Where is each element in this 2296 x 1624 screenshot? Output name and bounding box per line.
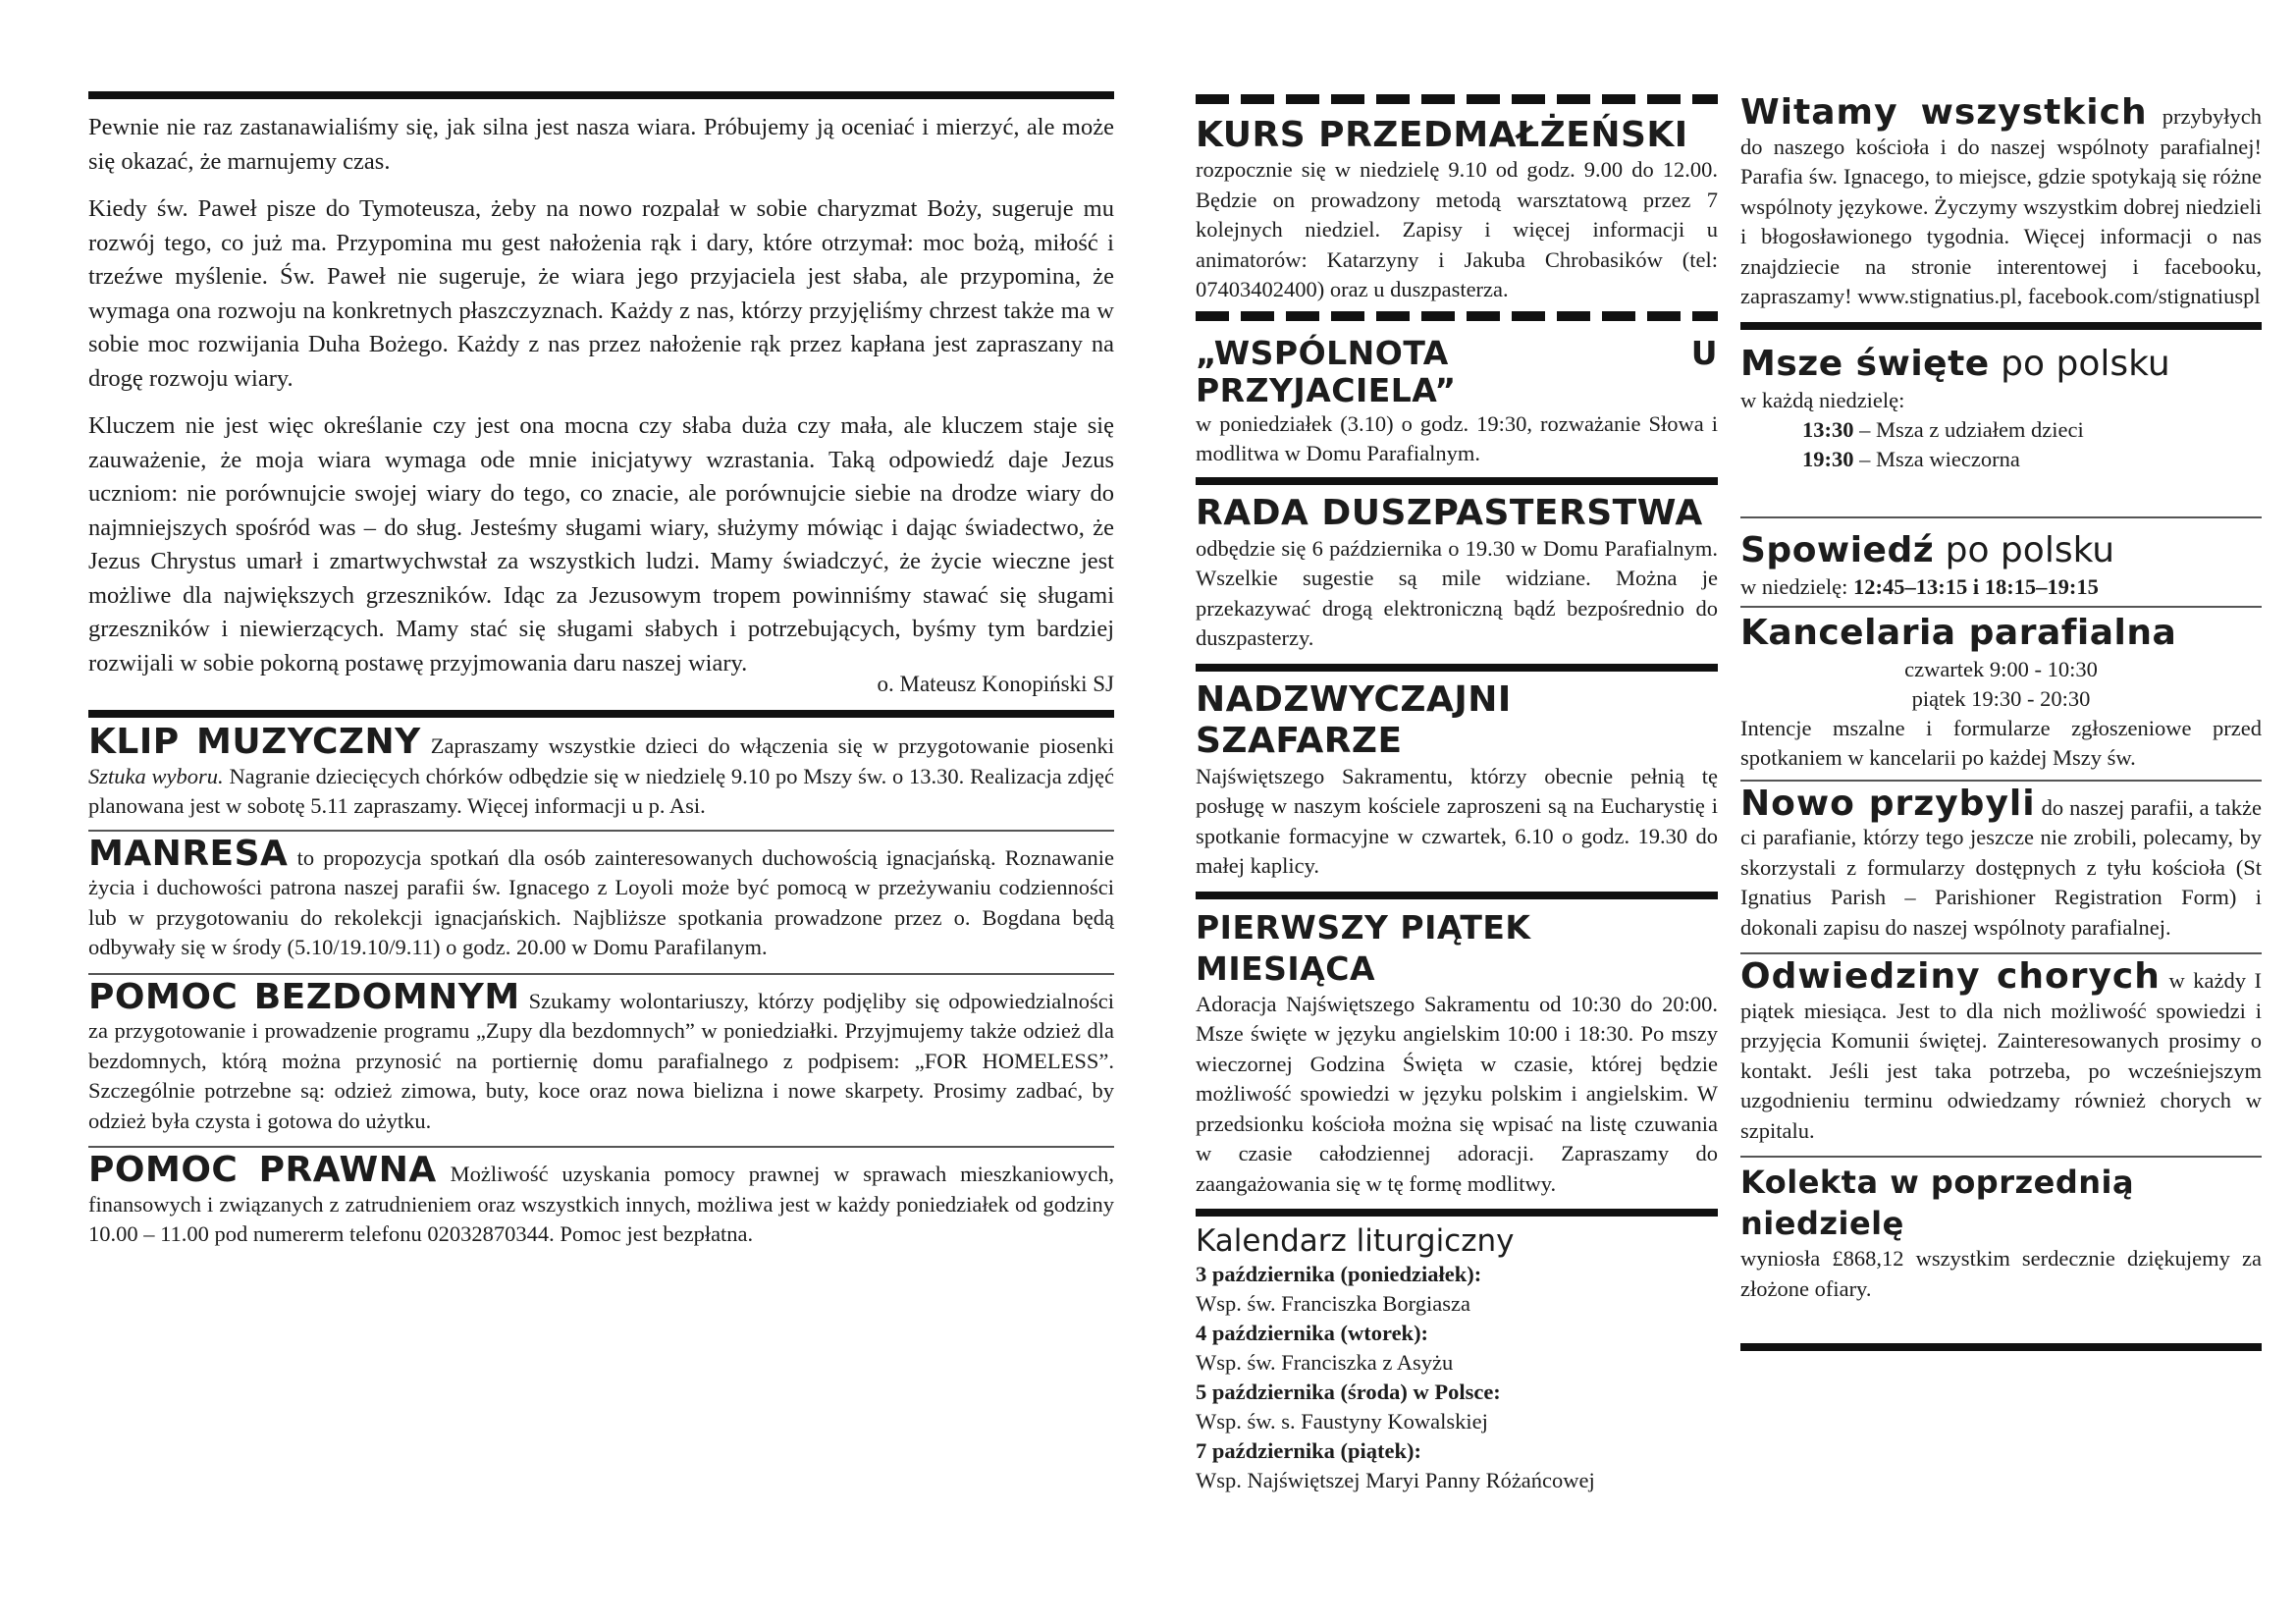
section-rule (88, 710, 1114, 718)
kalendarz-title: Kalendarz liturgiczny (1196, 1223, 1515, 1259)
pomoc-prawna-section (88, 1148, 1114, 1250)
kalendarz-date: 5 października (środa) w Polsce: (1196, 1380, 1501, 1404)
szafarze-text: Najświętszego Sakramentu, którzy obecnie pełnią tę posługę w naszym kościele zaproszeni są na Eucharystię i spotkanie formacyjne w czwartek, 6.10 o godz. 19.30 do małej kaplicy. (1196, 763, 1718, 878)
kalendarz-list (1196, 1260, 1718, 1495)
manresa-section (88, 832, 1114, 963)
kalendarz-date: 7 października (piątek): (1196, 1438, 1421, 1463)
msze-item (1740, 445, 2262, 474)
piatek-title: PIERWSZY PIĄTEK MIESIĄCA (1196, 907, 1531, 988)
kalendarz-saint: Wsp. św. s. Faustyny Kowalskiej (1196, 1409, 1488, 1434)
pomoc-prawna-title: POMOC PRAWNA (88, 1150, 437, 1190)
rada-text: odbędzie się 6 października o 19.30 w Domu Parafialnym. Wszelkie sugestie są mile widziane. Można je przekazywać drogą elektroniczną bądź bezpośrednio do duszpasterzy. (1196, 535, 1718, 650)
kancelaria-hours: czwartek 9:00 - 10:30 (1904, 656, 2098, 681)
szafarze-title: NADZWYCZAJNI SZAFARZE (1196, 678, 1512, 761)
kalendarz-section (1196, 1217, 1718, 1495)
section-rule (1196, 892, 1718, 899)
spowiedz-title: Spowiedź (1740, 529, 1935, 570)
nowo-section (1740, 782, 2262, 944)
manresa-title: MANRESA (88, 833, 289, 874)
kolekta-section (1740, 1158, 2262, 1304)
spowiedz-times: 12:45–13:15 i 18:15–19:15 (1852, 573, 2099, 599)
kancelaria-text: Intencje mszalne i formularze zgłoszeniowe przed spotkaniem w kancelarii po każdej Mszy św. (1740, 715, 2262, 770)
klip-section (88, 718, 1114, 822)
manresa-text: to propozycja spotkań dla osób zainteresowanych duchowością ignacjańską. Roznawanie życia i duchowości patrona naszej parafii św. Ignacego z Loyoli może być pomocą w przeżywaniu codzienności lub w przygotowaniu do rekolekcji ignacjańskich. Najbliższe spotkania prowadzone przez o. Bogdana będą odbywały się w środy (5.10/19.10/9.11) o godz. 20.00 w Domu Parafilanym. (88, 844, 1114, 959)
odwiedziny-section (1740, 954, 2262, 1146)
wspolnota-title: „WSPÓLNOTA U PRZYJACIELA” (1196, 333, 1718, 409)
msze-time: 13:30 (1802, 416, 1854, 442)
reflection-article (88, 99, 1114, 700)
kalendarz-date: 4 października (wtorek): (1196, 1321, 1429, 1345)
msze-section (1740, 330, 2262, 516)
kolekta-text: wyniosła £868,12 wszystkim serdecznie dziękujemy za złożone ofiary. (1740, 1246, 2262, 1301)
rada-title: RADA DUSZPASTERSTWA (1196, 492, 1703, 533)
section-rule (1196, 477, 1718, 485)
msze-desc: – Msza z udziałem dzieci (1853, 416, 2084, 442)
witamy-title: Witamy wszystkich (1740, 92, 2148, 133)
wspolnota-text: w poniedziałek (3.10) o godz. 19:30, rozważanie Słowa i modlitwa w Domu Parafialnym. (1196, 410, 1718, 465)
msze-item (1740, 415, 2262, 445)
kalendarz-saint: Wsp. św. Franciszka Borgiasza (1196, 1291, 1470, 1316)
pomoc-bezdomnym-text: Szukamy wolontariuszy, którzy podjęliby się odpowiedzialności za przygotowanie i prowadzenie programu „Zupy dla bezdomnych” w poniedziałki. Przyjmujemy także odzież dla bezdomnych, którą można przynosić na portiernię domu parafialnego z podpisem: „FOR HOMELESS”. Szczególnie potrzebne są: odzież zimowa, buty, koce oraz nowa bielizna i nowe skarpety. Prosimy zadbać, by odzież była czysta i gotowa do użytku. (88, 988, 1115, 1133)
dashed-rule (1196, 94, 1718, 104)
piatek-section (1196, 899, 1718, 1200)
klip-text-b: Nagranie dziecięcych chórków odbędzie się w niedzielę 9.10 po Mszy św. o 13.30. Realizacja zdjęć planowana jest w sobotę 5.11 zapraszamy. Więcej informacji u p. Asi. (88, 763, 1114, 818)
reflection-paragraph-3: Kluczem nie jest więc określanie czy jest ona mocna czy słaba duża czy mała, ale kluczem staje się zauważenie, że moja wiara wymaga ode mnie inicjatywy wzrastania. Taką odpowiedź daje Jezus uczniom: nie porównujcie swojej wiary do tego, co znacie, ale porównujcie siebie na drodze wiary do najmniejszych spośród was – do sług. Jesteśmy sługami wiary, służymy mówiąc i dając świadectwo, że Jezus Chrystus umarł i zmartwychwstał za wszystkich ludzi. Mamy świadczyć, że życie wieczne jest możliwe dla największych grzeszników. Idąc za Jezusowym tropem powinniśmy stawać się sługami grzeszników i niewierzących. Mamy stać się sługami słabych i potrzebujących, byśmy tym bardziej rozwijali w sobie pokorną postawę przyjmowania daru naszej wiary. (88, 412, 1114, 677)
reflection-paragraph-2: Kiedy św. Paweł pisze do Tymoteusza, żeby na nowo rozpalał w sobie charyzmat Boży, sugeruje mu rozwój tego, co już ma. Przypomina mu gest nałożenia rąk i dary, które otrzymał: moc bożą, miłość i trzeźwe myślenie. Św. Paweł nie sugeruje, że wiara jego przyjaciela jest słaba, ale przypomina, że wymaga ona rozwoju na konkretnych płaszczyznach. Każdy z nas, którzy przyjęliśmy chrzest także ma w sobie moc rozwijania Duha Bożego. Każdy z nas przez nałożenie rąk przez kapłana jest zapraszany na drogę rozwoju wiary. (88, 195, 1114, 392)
bottom-rule (1740, 1343, 2262, 1351)
klip-text-italic: Sztuka wyboru. (88, 763, 224, 788)
rada-section (1196, 485, 1718, 654)
klip-text-a: Zapraszamy wszystkie dzieci do włączenia się w przygotowanie piosenki (430, 733, 1114, 758)
witamy-section (1740, 0, 2262, 312)
piatek-text: Adoracja Najświętszego Sakramentu od 10:30 do 20:00. Msze święte w języku angielskim 10:00 i 18:30. Po mszy wieczornej Godzina Święta w czasie, której będzie możliwość spowiedzi w języku polskim i angielskim. W przedsionku kościoła można się wpisać na listę czuwania w czasie całodziennej adoracji. Zapraszamy do zaangażowania się w tę formę modlitwy. (1196, 991, 1718, 1196)
column-middle (1196, 0, 1718, 1495)
column-right (1740, 0, 2262, 1351)
kurs-text: rozpocznie się w niedzielę 9.10 od godz. 9.00 do 12.00. Będzie on prowadzony metodą warsztatową przez 7 kolejnych niedziel. Zapisy i więcej informacji u animatorów: Katarzyny i Jakuba Chrobasików (tel: 07403402400) oraz u duszpasterza. (1196, 157, 1718, 301)
msze-time: 19:30 (1802, 446, 1854, 471)
spowiedz-section (1740, 518, 2262, 602)
kurs-title: KURS PRZEDMAŁŻEŃSKI (1196, 115, 1688, 155)
kalendarz-saint: Wsp. św. Franciszka z Asyżu (1196, 1350, 1454, 1375)
top-rule (88, 91, 1114, 99)
column-left (88, 0, 1114, 1250)
kolekta-title: Kolekta w poprzednią niedzielę (1740, 1164, 2135, 1242)
section-rule (1740, 322, 2262, 330)
reflection-paragraph-1: Pewnie nie raz zastanawialiśmy się, jak silna jest nasza wiara. Próbujemy ją oceniać i mierzyć, ale może się okazać, że marnujemy czas. (88, 114, 1114, 175)
msze-title: Msze święte (1740, 343, 1990, 384)
nowo-text: do naszej parafii, a także ci parafianie, którzy tego jeszcze nie zrobili, polecamy, by skorzystali z formularzy dostępnych z tyłu kościoła (St Ignatius Parish – Parishioner Registration Form) i dokonali zapisu do naszej wspólnoty parafialnej. (1740, 794, 2263, 940)
odwiedziny-text: w każdy I piątek miesiąca. Jest to dla nich możliwość spowiedzi i przyjęcia Komunii świętej. Zainteresowanych prosimy o kontakt. Jeśli jest taka potrzeba, po wcześniejszym uzgodnieniu terminu odwiedzamy również chorych w szpitalu. (1740, 968, 2262, 1143)
odwiedziny-title: Odwiedziny chorych (1740, 956, 2161, 997)
msze-title-light: po polsku (1989, 343, 2170, 384)
pomoc-bezdomnym-title: POMOC BEZDOMNYM (88, 976, 520, 1017)
spowiedz-prefix: w niedzielę: (1740, 573, 1853, 599)
pomoc-bezdomnym-section (88, 975, 1114, 1137)
wspolnota-section (1196, 321, 1718, 469)
section-rule (1196, 1209, 1718, 1217)
kancelaria-title: Kancelaria parafialna (1740, 612, 2177, 653)
kurs-section (1196, 104, 1718, 305)
spowiedz-title-light: po polsku (1934, 529, 2115, 570)
section-rule (1196, 664, 1718, 672)
kalendarz-saint: Wsp. Najświętszej Maryi Panny Różańcowej (1196, 1468, 1595, 1492)
szafarze-section (1196, 672, 1718, 882)
kalendarz-date: 3 października (poniedziałek): (1196, 1262, 1482, 1286)
kancelaria-section (1740, 608, 2262, 774)
nowo-title: Nowo przybyli (1740, 783, 2036, 824)
msze-desc: – Msza wieczorna (1853, 446, 2020, 471)
dashed-rule (1196, 311, 1718, 321)
reflection-author: o. Mateusz Konopiński SJ (877, 672, 1114, 696)
witamy-text: przybyłych do naszego kościoła i do naszej wspólnoty parafialnej! Parafia św. Ignacego, to miejsce, gdzie spotykają się różne wspólnoty językowe. Życzymy wszystkim dobrej niedzieli i błogosławionego tygodnia. Więcej informacji o nas znajdziecie na stronie interentowej i facebooku, zapraszamy! www.stignatius.pl, facebook.com/stignatiuspl (1740, 104, 2262, 308)
klip-title: KLIP MUZYCZNY (88, 722, 421, 762)
kancelaria-hours: piątek 19:30 - 20:30 (1911, 685, 2091, 711)
msze-intro: w każdą niedzielę: (1740, 387, 1905, 412)
pomoc-prawna-text: Możliwość uzyskania pomocy prawnej w sprawach mieszkaniowych, finansowych i związanych z zatrudnieniem oraz wszystkich innych, możliwa jest w każdy poniedziałek od godziny 10.00 – 11.00 pod numererm telefonu 02032870344. Pomoc jest bezpłatna. (88, 1162, 1114, 1246)
